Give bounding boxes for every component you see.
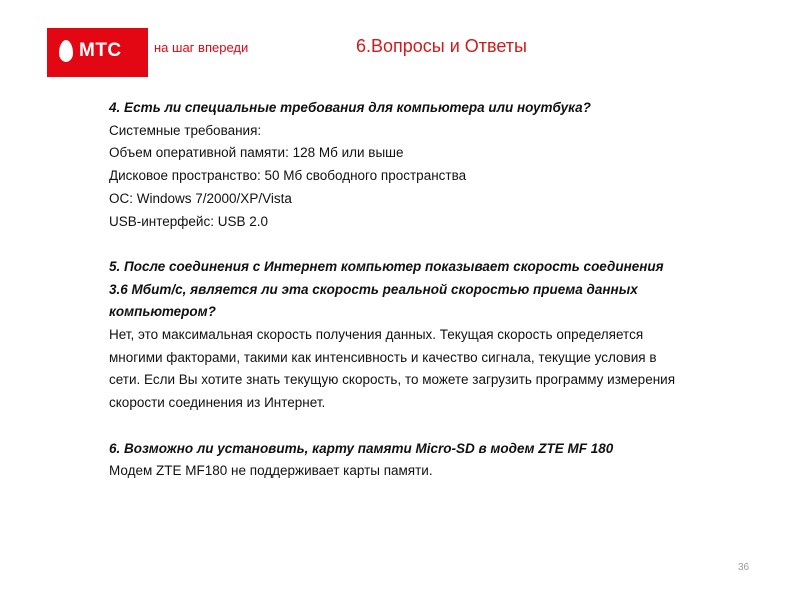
page-title: 6.Вопросы и Ответы [356, 36, 527, 56]
answer-line: Дисковое пространство: 50 Мб свободного пространства [109, 168, 467, 184]
question-6: 6. Возможно ли установить, карту памяти Micro-SD в модем ZTE MF 180 [109, 440, 614, 456]
answer-line: многими факторами, такими как интенсивность и качество сигнала, текущие условия в [109, 349, 657, 365]
answer-line: Нет, это максимальная скорость получения данных. Текущая скорость определяется [109, 327, 644, 343]
question-5-line: 5. После соединения с Интернет компьютер показывает скорость соединения [109, 258, 664, 274]
spacer [109, 415, 779, 438]
spacer [109, 233, 779, 256]
slogan: на шаг впереди [154, 40, 249, 55]
question-5-line: 3.6 Мбит/с, является ли эта скорость реальной скоростью приема данных [109, 281, 638, 297]
question-5-line: компьютером? [109, 304, 216, 320]
mts-logo [47, 28, 148, 77]
answer-line: Объем оперативной памяти: 128 Мб или выше [109, 145, 404, 161]
answer-line: USB-интерфейс: USB 2.0 [109, 213, 268, 229]
answer-line: сети. Если Вы хотите знать текущую скорость, то можете загрузить программу измерения [109, 372, 676, 388]
question-4: 4. Есть ли специальные требования для компьютера или ноутбука? [109, 100, 591, 115]
brand-name: МТС [79, 40, 122, 61]
answer-line: Системные требования: [109, 122, 262, 138]
answer-line: Модем ZTE MF180 не поддерживает карты памяти. [109, 463, 433, 479]
answer-line: OC: Windows 7/2000/XP/Vista [109, 190, 292, 206]
qa-content [109, 97, 779, 483]
answer-line: скорости соединения из Интернет. [109, 395, 326, 411]
egg-icon [59, 40, 73, 62]
page-number: 36 [738, 562, 750, 573]
